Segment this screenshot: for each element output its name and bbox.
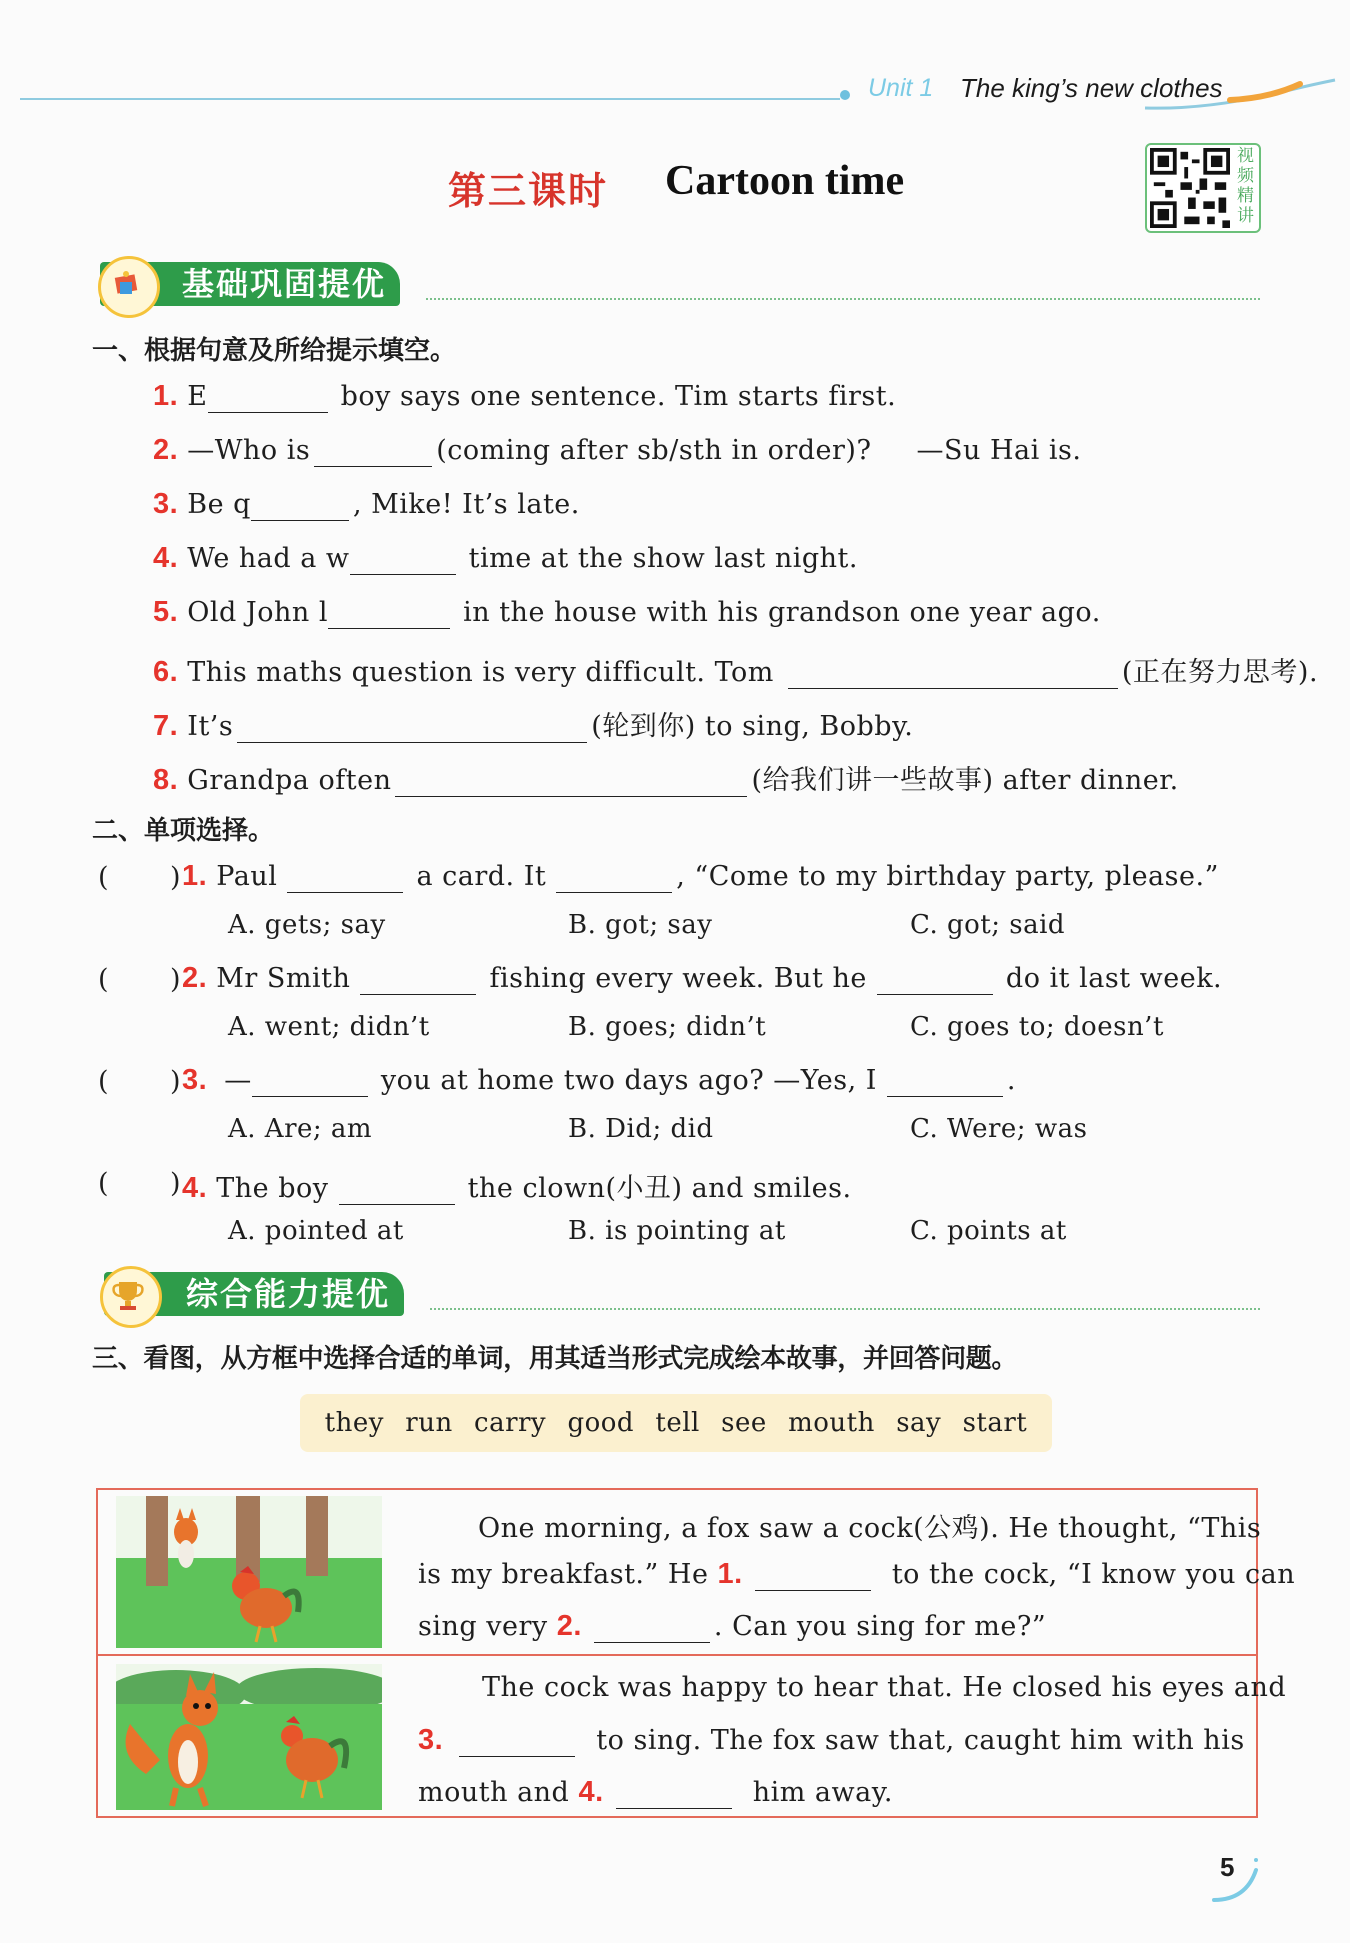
- answer-blank[interactable]: [350, 546, 456, 575]
- word-bank-word: run: [405, 1408, 453, 1438]
- part1-item-8: 8. Grandpa often (给我们讲一些故事) after dinner.: [153, 764, 1179, 796]
- story2-line-3: mouth and 4. him away.: [418, 1776, 893, 1808]
- part1-item-7: 7. It’s (轮到你) to sing, Bobby.: [153, 710, 914, 742]
- qr-code-icon: [1150, 148, 1230, 228]
- answer-blank[interactable]: [314, 438, 432, 467]
- answer-blank[interactable]: [251, 492, 349, 521]
- story2-line-2: 3. to sing. The fox saw that, caught him with his: [418, 1724, 1245, 1756]
- section1-badge-icon: [98, 256, 160, 318]
- option-b[interactable]: B. goes; didn’t: [568, 1012, 767, 1042]
- qr-code[interactable]: [1145, 143, 1261, 233]
- part1-item-3: 3. Be q , Mike! It’s late.: [153, 488, 580, 520]
- blank-number: 4.: [578, 1776, 604, 1808]
- part1-heading: 一、根据句意及所给提示填空。: [92, 336, 457, 366]
- answer-blank[interactable]: [237, 714, 587, 743]
- answer-blank[interactable]: [339, 1176, 455, 1205]
- part1-item-1: 1. E boy says one sentence. Tim starts first.: [153, 380, 897, 412]
- lesson-title-en: Cartoon time: [665, 158, 905, 204]
- qr-label: 视频精讲: [1237, 146, 1254, 226]
- fox-and-cock-in-field-image: [116, 1664, 382, 1810]
- answer-blank[interactable]: [328, 600, 450, 629]
- item-number: 8.: [153, 764, 179, 796]
- word-bank-word: good: [567, 1408, 635, 1438]
- part1-item-2: 2. —Who is (coming after sb/sth in order)? —Su Hai is.: [153, 434, 1082, 466]
- item-number: 4.: [153, 542, 179, 574]
- option-b[interactable]: B. got; say: [568, 910, 713, 940]
- word-bank-word: mouth: [788, 1408, 875, 1438]
- word-bank-word: tell: [655, 1408, 700, 1438]
- section1-banner-label: 基础巩固提优: [182, 265, 387, 303]
- story-divider: [98, 1654, 1256, 1656]
- option-a[interactable]: A. Are; am: [228, 1114, 373, 1144]
- part3-heading: 三、看图，从方框中选择合适的单词，用其适当形式完成绘本故事，并回答问题。: [92, 1344, 1018, 1374]
- answer-blank[interactable]: [459, 1728, 575, 1757]
- item-number: 7.: [153, 710, 179, 742]
- answer-bracket[interactable]: (: [98, 964, 109, 995]
- story1-line-3: sing very 2. . Can you sing for me?”: [418, 1610, 1047, 1642]
- answer-blank[interactable]: [287, 864, 403, 893]
- option-c[interactable]: C. got; said: [910, 910, 1066, 940]
- story1-line-2: is my breakfast.” He 1. to the cock, “I know you can: [418, 1558, 1296, 1590]
- page-swoosh-icon: [1206, 1850, 1266, 1910]
- section2-banner-label: 综合能力提优: [186, 1275, 391, 1313]
- part2-question-1: 1. Paul a card. It , “Come to my birthday party, please.”: [182, 860, 1219, 892]
- question-number: 4.: [182, 1172, 208, 1204]
- page-number: 5: [1220, 1852, 1235, 1882]
- word-bank-word: they: [324, 1408, 384, 1438]
- word-bank-word: carry: [474, 1408, 547, 1438]
- answer-blank[interactable]: [877, 966, 993, 995]
- answer-blank[interactable]: [594, 1614, 710, 1643]
- item-number: 6.: [153, 656, 179, 688]
- answer-blank[interactable]: [252, 1068, 368, 1097]
- answer-bracket[interactable]: (: [98, 862, 109, 893]
- header-dot-icon: [840, 90, 850, 100]
- option-c[interactable]: C. Were; was: [910, 1114, 1088, 1144]
- item-number: 3.: [153, 488, 179, 520]
- word-bank-word: see: [721, 1408, 767, 1438]
- item-number: 5.: [153, 596, 179, 628]
- answer-blank[interactable]: [887, 1068, 1003, 1097]
- item-number: 1.: [153, 380, 179, 412]
- part1-item-6: 6. This maths question is very difficult. Tom (正在努力思考).: [153, 656, 1319, 688]
- trophy-icon: [100, 1266, 162, 1328]
- header-unit: Unit 1: [868, 74, 934, 102]
- option-c[interactable]: C. points at: [910, 1216, 1067, 1246]
- section2-divider: [430, 1308, 1260, 1310]
- part2-heading: 二、单项选择。: [92, 816, 275, 846]
- answer-bracket[interactable]: (: [98, 1168, 109, 1199]
- question-number: 2.: [182, 962, 208, 994]
- question-number: 1.: [182, 860, 208, 892]
- story2-line-1: The cock was happy to hear that. He closed his eyes and: [482, 1672, 1287, 1703]
- word-bank-word: start: [962, 1408, 1028, 1438]
- option-a[interactable]: A. gets; say: [228, 910, 386, 940]
- option-a[interactable]: A. pointed at: [228, 1216, 404, 1246]
- story1-line-1: One morning, a fox saw a cock(公鸡). He thought, “This: [478, 1513, 1262, 1544]
- header-swoosh-icon: [1140, 78, 1340, 118]
- answer-bracket[interactable]: ): [170, 862, 181, 893]
- option-c[interactable]: C. goes to; doesn’t: [910, 1012, 1164, 1042]
- part1-item-4: 4. We had a w time at the show last night.: [153, 542, 858, 574]
- answer-bracket[interactable]: (: [98, 1066, 109, 1097]
- word-bank: [300, 1394, 1052, 1452]
- fox-and-cock-in-forest-image: [116, 1496, 382, 1648]
- blank-number: 1.: [717, 1558, 743, 1590]
- header-rule: [20, 98, 840, 100]
- answer-blank[interactable]: [395, 768, 747, 797]
- answer-blank[interactable]: [616, 1780, 732, 1809]
- answer-bracket[interactable]: ): [170, 1066, 181, 1097]
- blank-number: 3.: [418, 1724, 444, 1756]
- item-number: 2.: [153, 434, 179, 466]
- answer-bracket[interactable]: ): [170, 964, 181, 995]
- answer-blank[interactable]: [556, 864, 672, 893]
- option-a[interactable]: A. went; didn’t: [228, 1012, 430, 1042]
- answer-blank[interactable]: [788, 660, 1118, 689]
- answer-blank[interactable]: [755, 1562, 871, 1591]
- part2-question-4: 4. The boy the clown(小丑) and smiles.: [182, 1172, 852, 1204]
- option-b[interactable]: B. is pointing at: [568, 1216, 786, 1246]
- header-title: The king’s new clothes: [960, 73, 1223, 103]
- word-bank-word: say: [896, 1408, 942, 1438]
- answer-blank[interactable]: [360, 966, 476, 995]
- lesson-title-cn: 第三课时: [448, 168, 609, 213]
- blank-number: 2.: [556, 1610, 582, 1642]
- option-b[interactable]: B. Did; did: [568, 1114, 714, 1144]
- answer-blank[interactable]: [208, 384, 328, 413]
- question-number: 3.: [182, 1064, 208, 1096]
- answer-bracket[interactable]: ): [170, 1168, 181, 1199]
- part2-question-3: 3. — you at home two days ago? —Yes, I .: [182, 1064, 1016, 1096]
- part2-question-2: 2. Mr Smith fishing every week. But he do it last week.: [182, 962, 1223, 994]
- section1-divider: [426, 298, 1260, 300]
- part1-item-5: 5. Old John l in the house with his grandson one year ago.: [153, 596, 1101, 628]
